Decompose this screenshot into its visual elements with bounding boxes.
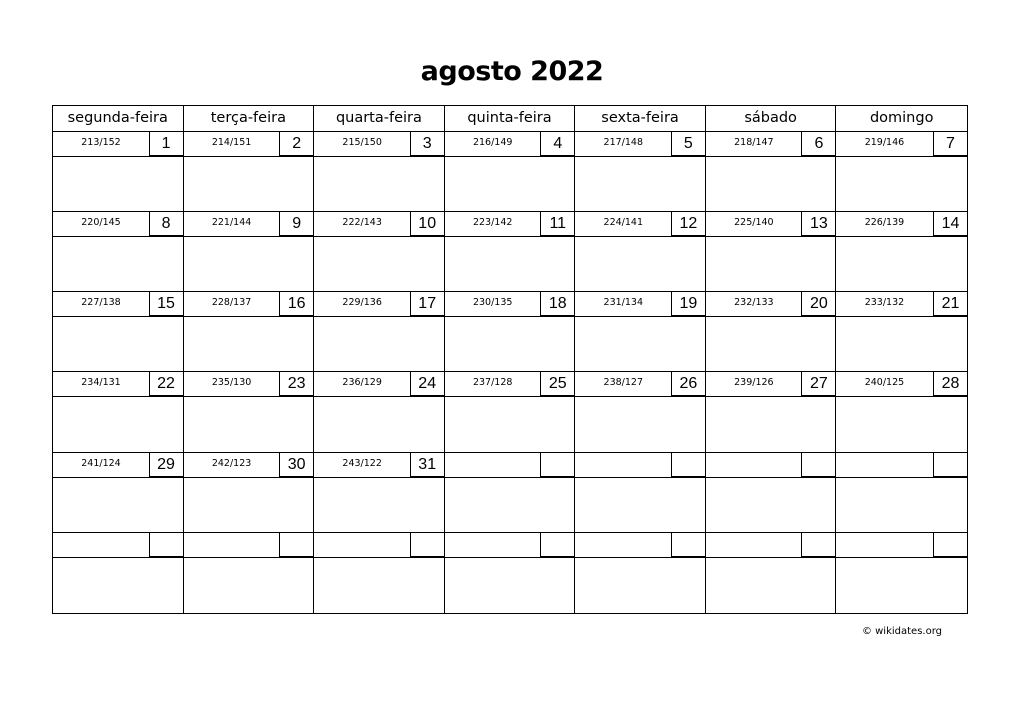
day-of-year-label: 214/151 <box>211 137 252 148</box>
cell-divider <box>575 477 705 478</box>
day-cell <box>314 132 445 212</box>
day-number: 14 <box>933 212 967 236</box>
day-of-year-label: 220/145 <box>81 217 121 229</box>
day-number <box>933 453 967 477</box>
cell-divider <box>575 396 705 397</box>
cell-divider <box>706 316 836 317</box>
cell-divider <box>184 557 314 558</box>
cell-divider <box>53 477 183 478</box>
day-of-year-label: 240/125 <box>864 377 905 389</box>
day-cell <box>706 212 837 292</box>
day-of-year-label: 237/128 <box>472 377 513 389</box>
day-of-year-label: 242/123 <box>211 457 252 469</box>
cell-divider <box>53 236 183 237</box>
cell-divider <box>836 477 967 478</box>
day-of-year-label: 238/127 <box>603 377 644 389</box>
day-of-year-label: 215/150 <box>342 137 382 148</box>
day-number: 9 <box>279 212 313 236</box>
day-cell <box>184 212 315 292</box>
day-of-year-label: 241/124 <box>81 457 121 469</box>
day-cell <box>184 372 315 452</box>
day-number: 7 <box>933 132 967 156</box>
cell-divider <box>575 156 705 157</box>
day-number: 5 <box>671 132 705 156</box>
day-cell <box>575 212 706 292</box>
day-of-year-label: 225/140 <box>734 217 774 229</box>
day-of-year-label: 216/149 <box>472 137 513 148</box>
cell-divider <box>53 557 183 558</box>
day-of-year-label: 243/122 <box>342 457 382 469</box>
day-number: 19 <box>671 292 705 316</box>
day-number <box>279 533 313 557</box>
cell-divider <box>445 236 575 237</box>
day-cell <box>445 132 576 212</box>
day-of-year-label: 228/137 <box>211 297 252 309</box>
cell-divider <box>706 156 836 157</box>
cell-divider <box>314 396 444 397</box>
day-number: 8 <box>149 212 183 236</box>
day-number: 27 <box>801 372 835 396</box>
day-cell <box>314 533 445 613</box>
day-number <box>801 533 835 557</box>
day-cell <box>706 453 837 533</box>
weekday-header: quarta-feira <box>314 106 445 132</box>
calendar-grid <box>52 105 968 614</box>
day-cell <box>575 372 706 452</box>
day-cell <box>53 533 184 613</box>
day-cell <box>314 212 445 292</box>
day-number: 28 <box>933 372 967 396</box>
day-cell <box>836 292 967 372</box>
cell-divider <box>314 557 444 558</box>
cell-divider <box>314 316 444 317</box>
day-of-year-label: 236/129 <box>342 377 382 389</box>
weekday-header: domingo <box>836 106 967 132</box>
day-number <box>671 533 705 557</box>
cell-divider <box>184 477 314 478</box>
day-of-year-label: 233/132 <box>864 297 905 309</box>
day-cell <box>53 132 184 212</box>
day-of-year-label: 217/148 <box>603 137 644 148</box>
day-cell <box>706 292 837 372</box>
day-of-year-label: 232/133 <box>734 297 774 309</box>
cell-divider <box>184 156 314 157</box>
day-cell <box>53 453 184 533</box>
day-of-year-label: 224/141 <box>603 217 644 229</box>
day-number: 29 <box>149 453 183 477</box>
day-cell <box>575 132 706 212</box>
day-number: 21 <box>933 292 967 316</box>
weekday-header: sexta-feira <box>575 106 706 132</box>
day-cell <box>314 453 445 533</box>
cell-divider <box>836 156 967 157</box>
cell-divider <box>575 557 705 558</box>
day-of-year-label: 222/143 <box>342 217 382 229</box>
day-number <box>410 533 444 557</box>
day-number: 31 <box>410 453 444 477</box>
day-number: 11 <box>540 212 574 236</box>
cell-divider <box>314 156 444 157</box>
day-cell <box>184 533 315 613</box>
day-number <box>540 453 574 477</box>
day-cell <box>445 212 576 292</box>
day-number: 6 <box>801 132 835 156</box>
day-of-year-label: 218/147 <box>734 137 774 148</box>
day-of-year-label: 219/146 <box>864 137 905 148</box>
day-cell <box>184 453 315 533</box>
day-cell <box>445 533 576 613</box>
cell-divider <box>445 156 575 157</box>
day-number <box>671 453 705 477</box>
day-cell <box>314 292 445 372</box>
day-number: 20 <box>801 292 835 316</box>
day-cell <box>53 292 184 372</box>
day-number: 3 <box>410 132 444 156</box>
day-number: 23 <box>279 372 313 396</box>
day-cell <box>445 372 576 452</box>
day-of-year-label: 234/131 <box>81 377 121 389</box>
day-of-year-label: 229/136 <box>342 297 382 309</box>
weekday-header: quinta-feira <box>445 106 576 132</box>
cell-divider <box>184 396 314 397</box>
day-number <box>540 533 574 557</box>
cell-divider <box>445 396 575 397</box>
day-number: 30 <box>279 453 313 477</box>
day-of-year-label: 235/130 <box>211 377 252 389</box>
day-number: 12 <box>671 212 705 236</box>
cell-divider <box>445 477 575 478</box>
weekday-header: sábado <box>706 106 837 132</box>
day-of-year-label: 230/135 <box>472 297 513 309</box>
cell-divider <box>314 236 444 237</box>
day-number: 17 <box>410 292 444 316</box>
day-cell <box>53 372 184 452</box>
day-number: 26 <box>671 372 705 396</box>
day-number: 4 <box>540 132 574 156</box>
day-number <box>801 453 835 477</box>
cell-divider <box>836 316 967 317</box>
cell-divider <box>184 316 314 317</box>
day-of-year-label: 231/134 <box>603 297 644 309</box>
day-number: 22 <box>149 372 183 396</box>
cell-divider <box>445 557 575 558</box>
day-number: 15 <box>149 292 183 316</box>
day-cell <box>836 372 967 452</box>
cell-divider <box>575 236 705 237</box>
cell-divider <box>575 316 705 317</box>
day-cell <box>445 453 576 533</box>
day-cell <box>706 372 837 452</box>
day-cell <box>575 533 706 613</box>
day-number: 16 <box>279 292 313 316</box>
day-of-year-label: 223/142 <box>472 217 513 229</box>
day-cell <box>184 132 315 212</box>
day-number: 13 <box>801 212 835 236</box>
day-cell <box>575 292 706 372</box>
day-of-year-label: 221/144 <box>211 217 252 229</box>
day-cell <box>836 453 967 533</box>
copyright-footer: © wikidates.org <box>861 626 942 637</box>
cell-divider <box>836 396 967 397</box>
day-number: 24 <box>410 372 444 396</box>
cell-divider <box>706 557 836 558</box>
day-cell <box>314 372 445 452</box>
day-number: 10 <box>410 212 444 236</box>
day-cell <box>836 132 967 212</box>
cell-divider <box>706 396 836 397</box>
day-cell <box>706 132 837 212</box>
day-number <box>933 533 967 557</box>
cell-divider <box>53 316 183 317</box>
cell-divider <box>53 396 183 397</box>
cell-divider <box>706 236 836 237</box>
cell-divider <box>836 557 967 558</box>
day-cell <box>706 533 837 613</box>
day-cell <box>836 212 967 292</box>
cell-divider <box>836 236 967 237</box>
cell-divider <box>706 477 836 478</box>
day-number <box>149 533 183 557</box>
day-of-year-label: 227/138 <box>81 297 121 309</box>
day-of-year-label: 213/152 <box>81 137 121 148</box>
day-of-year-label: 226/139 <box>864 217 905 229</box>
weekday-header: segunda-feira <box>53 106 184 132</box>
day-cell <box>445 292 576 372</box>
day-of-year-label: 239/126 <box>734 377 774 389</box>
day-number: 1 <box>149 132 183 156</box>
cell-divider <box>445 316 575 317</box>
day-number: 2 <box>279 132 313 156</box>
day-cell <box>575 453 706 533</box>
weekday-header: terça-feira <box>184 106 315 132</box>
day-number: 18 <box>540 292 574 316</box>
cell-divider <box>314 477 444 478</box>
calendar-title: agosto 2022 <box>420 56 604 87</box>
day-cell <box>836 533 967 613</box>
day-number: 25 <box>540 372 574 396</box>
day-cell <box>184 292 315 372</box>
day-cell <box>53 212 184 292</box>
cell-divider <box>53 156 183 157</box>
cell-divider <box>184 236 314 237</box>
